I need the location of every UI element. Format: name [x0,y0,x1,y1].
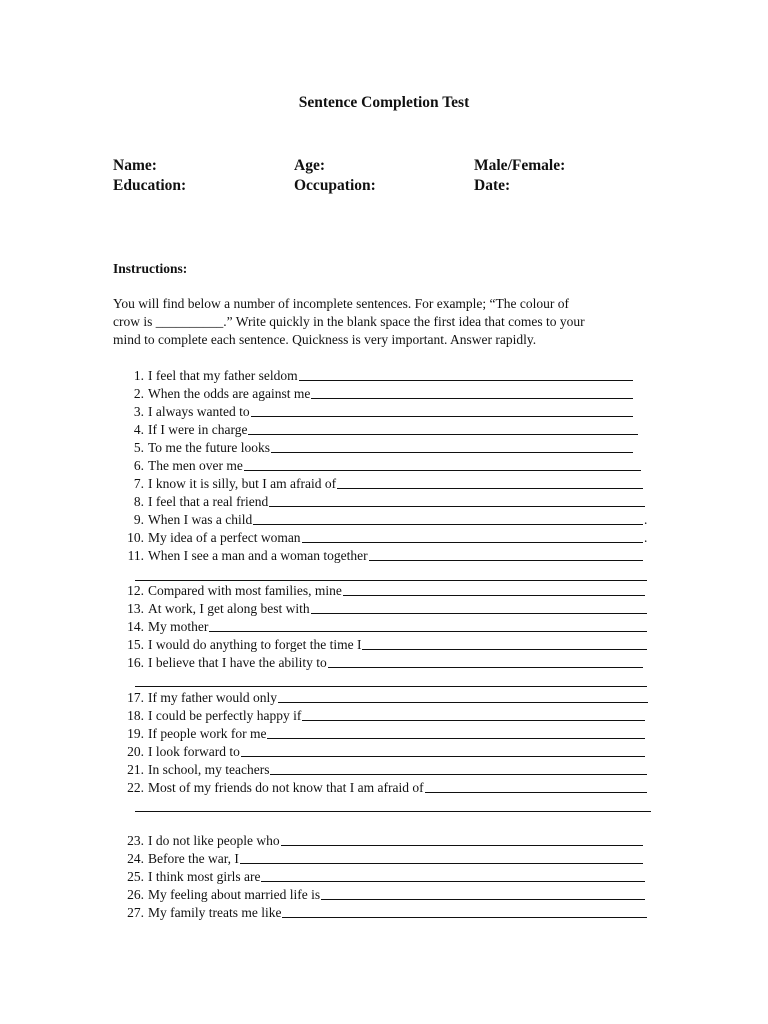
answer-blank[interactable] [302,720,645,721]
item-stem: I would do anything to forget the time I [148,637,362,652]
answer-blank[interactable] [267,738,645,739]
item-stem: I look forward to [148,744,240,759]
item-number: 5. [133,440,144,455]
item-stem: I think most girls are [148,869,261,884]
item-stem: When I was a child [148,512,253,527]
item-tail: . [644,512,648,527]
item-number: 4. [133,422,144,437]
sentence-item [124,493,651,510]
instructions-line: mind to complete each sentence. Quickness is very important. Answer rapidly. [113,332,537,348]
sentence-item [124,850,649,867]
answer-blank[interactable] [281,845,643,846]
sentence-item [124,779,653,796]
answer-blank[interactable] [321,899,645,900]
answer-blank[interactable] [209,631,647,632]
item-number: 26. [127,887,144,902]
sentence-item [124,547,649,564]
occupation-label: Occupation: [294,177,376,194]
answer-blank[interactable] [282,917,647,918]
sentence-item [124,421,644,438]
item-stem: To me the future looks [148,440,271,455]
item-stem: If people work for me [148,726,267,741]
answer-blank[interactable] [251,416,633,417]
item-number: 19. [127,726,144,741]
answer-blank[interactable] [362,649,647,650]
item-stem: In school, my teachers [148,762,270,777]
answer-blank[interactable] [241,756,645,757]
item-stem: I believe that I have the ability to [148,655,327,670]
answer-continuation-line[interactable] [135,811,651,812]
item-number: 27. [127,905,144,920]
item-stem: When I see a man and a woman together [148,548,368,563]
sentence-item [124,439,639,456]
education-label: Education: [113,177,187,194]
sentence-item [124,904,653,921]
item-stem: I always wanted to [148,404,250,419]
answer-blank[interactable] [328,667,643,668]
item-stem: If I were in charge [148,422,248,437]
item-number: 7. [133,476,144,491]
sentence-item [124,618,653,635]
item-stem: I feel that my father seldom [148,368,298,383]
item-number: 15. [127,637,144,652]
item-number: 2. [133,386,144,401]
instructions-line: crow is __________.” Write quickly in the blank space the first idea that comes to your [113,314,585,330]
item-number: 12. [127,583,144,598]
answer-blank[interactable] [311,398,633,399]
sentence-item [124,636,653,653]
sentence-item [124,600,653,617]
sentence-item [124,886,651,903]
item-number: 6. [133,458,144,473]
answer-blank[interactable] [311,613,647,614]
answer-continuation-line[interactable] [135,686,647,687]
item-stem: At work, I get along best with [148,601,310,616]
item-number: 25. [127,869,144,884]
answer-blank[interactable] [269,506,645,507]
answer-continuation-line[interactable] [135,580,647,581]
item-stem: I do not like people who [148,833,280,848]
item-number: 22. [127,780,144,795]
date-label: Date: [474,177,511,194]
item-stem: My feeling about married life is [148,887,321,902]
sentence-item [124,403,639,420]
sentence-item [124,385,639,402]
answer-blank[interactable] [369,560,643,561]
sentence-item [124,529,649,546]
answer-blank[interactable] [248,434,638,435]
sentence-item [124,707,651,724]
answer-blank[interactable] [253,524,643,525]
item-number: 17. [127,690,144,705]
item-number: 3. [133,404,144,419]
item-number: 20. [127,744,144,759]
answer-blank[interactable] [271,452,633,453]
sentence-item [124,832,649,849]
answer-blank[interactable] [261,881,645,882]
sentence-item [124,761,653,778]
instructions-line: You will find below a number of incomplete sentences. For example; “The colour of [113,296,570,311]
answer-blank[interactable] [270,774,647,775]
item-number: 18. [127,708,144,723]
sentence-item [124,868,651,885]
item-number: 13. [127,601,144,616]
sentence-item [124,475,649,492]
item-number: 10. [127,530,144,545]
item-number: 21. [127,762,144,777]
item-stem: Before the war, I [148,851,239,866]
item-stem: My mother [148,619,209,634]
sentence-item [124,582,651,599]
item-number: 16. [127,655,144,670]
item-number: 14. [127,619,144,634]
sentence-item [124,743,651,760]
item-number: 1. [133,368,144,383]
answer-blank[interactable] [337,488,643,489]
item-number: 23. [127,833,144,848]
sentence-item [124,725,651,742]
item-number: 11. [127,548,144,563]
item-stem: The men over me [148,458,243,473]
item-stem: I feel that a real friend [148,494,269,509]
item-stem: When the odds are against me [148,386,311,401]
item-stem: Most of my friends do not know that I am afraid of [148,780,424,795]
sentence-item [124,367,639,384]
item-stem: Compared with most families, mine [148,583,342,598]
sentence-item [124,689,654,706]
item-stem: My idea of a perfect woman [148,530,301,545]
age-label: Age: [294,157,325,174]
item-stem: If my father would only [148,690,277,705]
answer-blank[interactable] [299,380,633,381]
item-number: 24. [127,851,144,866]
answer-blank[interactable] [302,542,643,543]
gender-label: Male/Female: [474,157,566,174]
instructions-text [113,295,653,350]
name-label: Name: [113,157,157,174]
item-tail: . [644,530,648,545]
answer-blank[interactable] [240,863,643,864]
answer-blank[interactable] [343,595,645,596]
sentence-item [124,511,649,528]
answer-blank[interactable] [425,792,647,793]
page-title: Sentence Completion Test [298,94,470,111]
item-number: 9. [133,512,144,527]
item-stem: I know it is silly, but I am afraid of [148,476,337,491]
item-stem: My family treats me like [148,905,282,920]
item-number: 8. [133,494,144,509]
item-stem: I could be perfectly happy if [148,708,302,723]
answer-blank[interactable] [278,702,648,703]
answer-blank[interactable] [244,470,641,471]
instructions-heading: Instructions: [113,261,188,276]
sentence-item [124,654,649,671]
sentence-item [124,457,647,474]
